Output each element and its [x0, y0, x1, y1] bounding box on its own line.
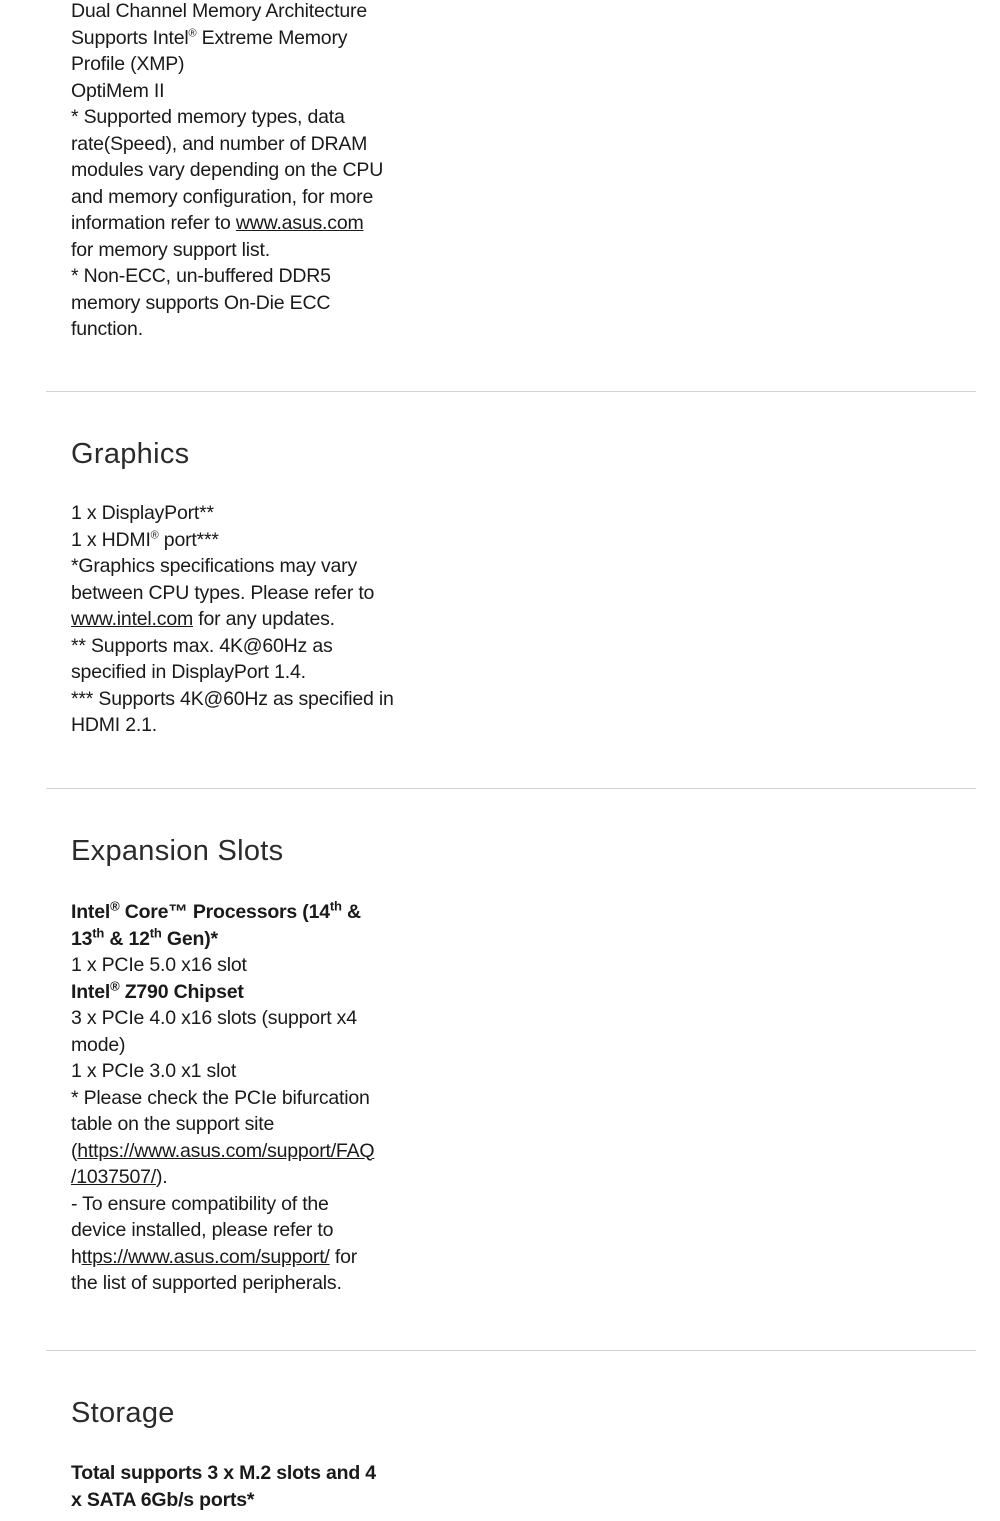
graphics-section [71, 500, 411, 739]
graphics-line: 1 x HDMI® port*** [71, 528, 219, 551]
expansion-note: * Please check the PCIe bifurcation [71, 1086, 370, 1109]
cpu-subheading: 13th & 12th Gen)* [71, 925, 218, 950]
cpu-subheading: Intel® Core™ Processors (14th & [71, 898, 361, 923]
asus-link[interactable]: www.asus.com [235, 212, 364, 234]
section-divider [46, 391, 976, 392]
memory-note: * Supported memory types, data [71, 106, 345, 128]
graphics-heading: Graphics [71, 438, 190, 470]
memory-line: Profile (XMP) [71, 53, 185, 75]
section-divider [46, 788, 976, 789]
expansion-note: the list of supported peripherals. [71, 1272, 342, 1294]
chipset-subheading: Intel® Z790 Chipset [71, 978, 244, 1003]
memory-note: memory supports On-Die ECC [71, 291, 331, 314]
storage-subheading: Total supports 3 x M.2 slots and 4 [71, 1462, 376, 1484]
memory-note: * Non-ECC, un-buffered DDR5 [71, 265, 331, 287]
expansion-note: device installed, please refer to [71, 1219, 334, 1241]
expansion-note: - To ensure compatibility of the [71, 1192, 329, 1215]
expansion-line: 1 x PCIe 3.0 x1 slot [71, 1060, 237, 1082]
graphics-note: ** Supports max. 4K@60Hz as [71, 634, 333, 657]
expansion-note: (https://www.asus.com/support/FAQ [71, 1139, 375, 1162]
memory-note: and memory configuration, for more [71, 185, 374, 208]
storage-subheading: x SATA 6Gb/s ports* [71, 1488, 255, 1511]
memory-section [71, 0, 411, 343]
memory-note: for memory support list. [71, 238, 270, 261]
expansion-heading: Expansion Slots [71, 835, 284, 867]
expansion-section [71, 899, 411, 1297]
expansion-line: mode) [71, 1033, 126, 1056]
section-divider [46, 1350, 976, 1351]
graphics-note: specified in DisplayPort 1.4. [71, 661, 306, 683]
memory-note: rate(Speed), and number of DRAM [71, 132, 368, 155]
bifurcation-faq-link[interactable]: https://www.asus.com/support/FAQ [77, 1139, 375, 1162]
expansion-note: /1037507/). [71, 1166, 168, 1188]
memory-line: Supports Intel® Extreme Memory [71, 26, 348, 49]
intel-link[interactable]: www.intel.com [71, 608, 194, 630]
memory-note: modules vary depending on the CPU [71, 159, 384, 181]
expansion-note: table on the support site [71, 1113, 275, 1135]
asus-support-link[interactable]: ttps://www.asus.com/support/ [81, 1245, 330, 1268]
expansion-note: https://www.asus.com/support/ for [71, 1245, 358, 1268]
storage-section [71, 1460, 411, 1513]
graphics-note: *Graphics specifications may vary [71, 555, 358, 577]
storage-heading: Storage [71, 1397, 175, 1429]
graphics-note: HDMI 2.1. [71, 714, 157, 736]
expansion-line: 3 x PCIe 4.0 x16 slots (support x4 [71, 1007, 357, 1029]
graphics-note: between CPU types. Please refer to [71, 581, 375, 604]
memory-note: function. [71, 318, 143, 340]
memory-note: information refer to www.asus.com [71, 212, 364, 234]
graphics-note: www.intel.com for any updates. [71, 608, 335, 630]
memory-line: OptiMem II [71, 79, 165, 102]
memory-line: Dual Channel Memory Architecture [71, 0, 367, 22]
bifurcation-faq-link[interactable]: /1037507/ [71, 1166, 156, 1188]
expansion-line: 1 x PCIe 5.0 x16 slot [71, 954, 247, 976]
graphics-note: *** Supports 4K@60Hz as specified in [71, 687, 394, 710]
graphics-line: 1 x DisplayPort** [71, 502, 214, 524]
